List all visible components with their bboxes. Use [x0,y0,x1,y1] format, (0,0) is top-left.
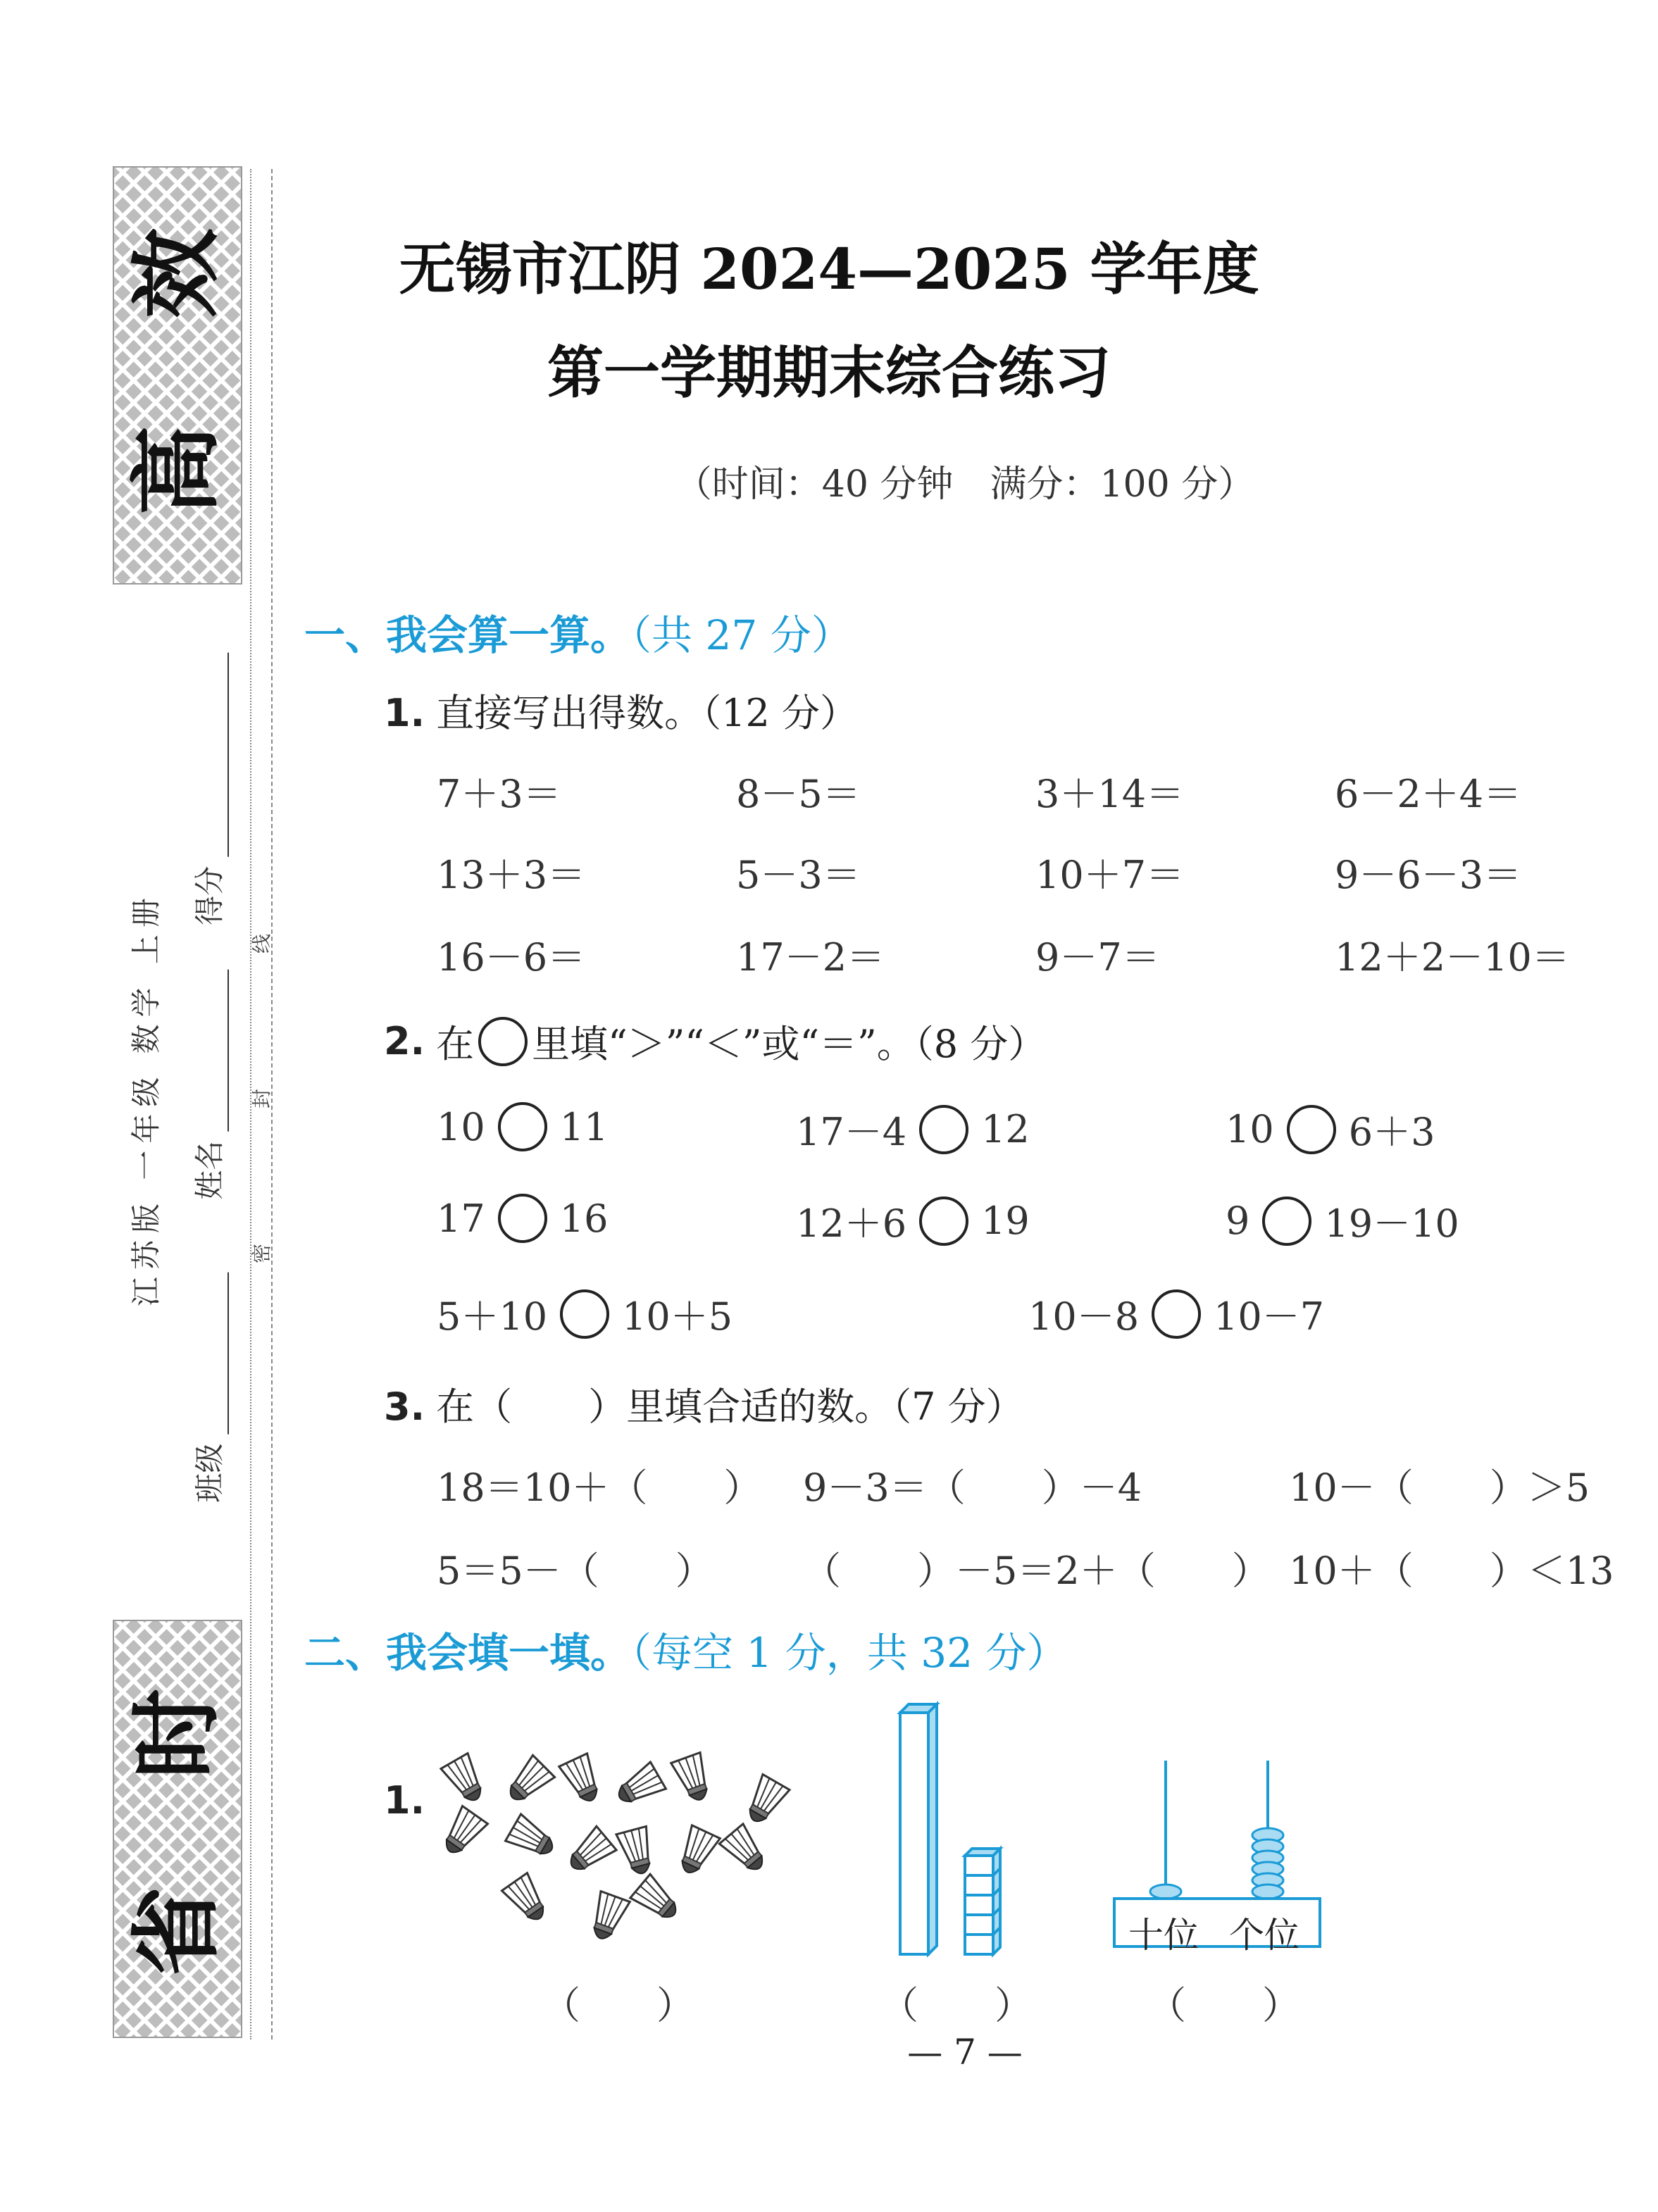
compare-left: 12＋6 [796,1201,907,1246]
s1-q3-number: 3. [384,1385,425,1429]
compare-right: 10＋5 [622,1294,733,1339]
book-info: 江苏版 一年级 数学 上册 [129,890,163,1307]
badge-bottom [113,1620,242,2038]
page-title-line1: 无锡市江阴 2024—2025 学年度 [399,236,1259,302]
compare-right: 12 [981,1107,1030,1151]
section1-points: （共 27 分） [631,611,852,659]
compare-right: 19－10 [1324,1201,1459,1246]
compare-circle[interactable] [498,1102,547,1151]
cut-mark-feng: 封 [250,1088,273,1109]
s1-q1-number: 1. [384,691,425,735]
compare-circle[interactable] [498,1194,547,1243]
calc-item[interactable]: 9－6－3＝ [1335,853,1522,897]
calc-item[interactable]: 5－3＝ [736,853,861,897]
answer-blank-abacus[interactable]: （ ） [1148,1983,1300,2027]
badge-char-shi: 时 [125,1688,230,1780]
calc-item[interactable]: 10＋7＝ [1035,853,1185,897]
shuttlecock-icon [612,1762,666,1811]
compare-item [796,1194,1030,1248]
field-class-input[interactable] [201,1272,229,1434]
field-name-input[interactable] [201,969,229,1131]
s1-q3-header [384,1377,1024,1431]
page-title-line2: 第一学期期末综合练习 [547,339,1111,406]
calc-item[interactable]: 13＋3＝ [437,853,586,897]
badge-char-sheng: 省 [125,1885,230,1977]
compare-left: 10 [1226,1107,1274,1151]
circle-icon [478,1017,528,1066]
compare-item [437,1194,608,1243]
s1-q1-header [384,683,858,737]
shuttlecock-icon [719,1824,771,1878]
s1-q2-text-post: 里填“＞”“＜”或“＝”。（8 分） [532,1022,1047,1066]
section2-heading [304,1620,1067,1679]
calc-item[interactable]: 3＋14＝ [1035,772,1185,816]
shuttlecock-icon [585,1892,630,1944]
calc-item[interactable]: 17－2＝ [736,935,885,980]
compare-left: 10 [437,1104,485,1149]
shuttlecock-icon [616,1826,658,1877]
calc-item[interactable]: 6－2＋4＝ [1335,772,1522,816]
calc-item[interactable]: 9－7＝ [1035,935,1160,980]
compare-left: 17 [437,1196,485,1241]
fill-item[interactable]: 10＋（ ）＜13 [1289,1549,1614,1593]
s1-q1-text: 直接写出得数。（12 分） [436,691,858,735]
field-name-label: 姓名 [192,1140,227,1200]
field-class-label: 班级 [192,1443,227,1503]
ten-stick [900,1713,928,1954]
section2-title: 二、我会填一填。 [304,1629,632,1677]
field-score-input[interactable] [201,652,229,856]
calc-item[interactable]: 16－6＝ [437,935,586,980]
compare-left: 5＋10 [437,1294,548,1339]
ones-bead [1252,1885,1283,1899]
field-score-label: 得分 [192,866,227,925]
shuttlecock-icon [559,1754,606,1807]
answer-blank-shuttlecocks[interactable]: （ ） [542,1983,694,2027]
tens-bead [1150,1885,1181,1899]
compare-left: 10－8 [1028,1294,1140,1339]
abacus-label-ones: 个位 [1229,1915,1299,1956]
answer-blank-blocks[interactable]: （ ） [880,1983,1033,2027]
counting-blocks [887,1697,1028,1965]
compare-right: 6＋3 [1348,1110,1435,1154]
fill-item[interactable]: 5＝5－（ ） [437,1549,713,1593]
compare-item [796,1102,1030,1156]
badge-char-gao: 高 [125,425,230,516]
compare-left: 9 [1226,1199,1250,1243]
badge-char-xiao: 效 [125,227,230,319]
compare-item [1028,1287,1324,1341]
compare-right: 10－7 [1214,1294,1325,1339]
cut-mark-xian: 线 [250,933,273,954]
fill-item[interactable]: 9－3＝（ ）－4 [803,1466,1142,1510]
compare-left: 17－4 [796,1110,907,1154]
s1-q2-number: 2. [384,1019,425,1063]
compare-right: 16 [559,1196,609,1241]
compare-item [1226,1102,1435,1156]
compare-circle[interactable] [919,1105,968,1154]
compare-circle[interactable] [1287,1105,1336,1154]
compare-circle[interactable] [1262,1196,1311,1246]
s2-q1-number-text: 1. [384,1778,425,1823]
compare-right: 19 [981,1199,1030,1243]
fill-item[interactable]: 10－（ ）＞5 [1289,1466,1590,1510]
unit-blocks [965,1849,1000,1954]
shuttlecock-icon [501,1873,552,1927]
shuttlecock-icon [630,1874,685,1926]
calc-item[interactable]: 7＋3＝ [437,772,561,816]
cut-mark-mi: 密 [250,1243,273,1264]
compare-circle[interactable] [560,1289,609,1339]
exam-meta: （时间：40 分钟 满分：100 分） [675,463,1255,506]
field-class [187,1272,229,1502]
shuttlecock-icon [673,1825,721,1879]
shuttlecock-icon [740,1775,790,1829]
fill-item[interactable]: 18＝10＋（ ） [437,1466,762,1510]
calc-item[interactable]: 8－5＝ [736,772,861,816]
field-score [187,652,229,925]
fill-item[interactable]: （ ）－5＝2＋（ ） [803,1549,1270,1593]
shuttlecock-icon [506,1814,560,1863]
shuttlecock-icon [441,1754,490,1808]
compare-circle[interactable] [919,1196,968,1246]
s1-q2-text-pre: 在 [436,1022,475,1066]
compare-item [1226,1194,1459,1248]
field-name [187,969,229,1199]
s1-q3-text: 在（ ）里填合适的数。（7 分） [436,1385,1024,1429]
page-number: — 7 — [907,2032,1023,2073]
shuttlecock-picture [423,1739,803,1965]
shuttlecock-icon [563,1826,617,1878]
compare-item [437,1287,733,1341]
compare-item [437,1102,608,1151]
calc-item[interactable]: 12＋2－10＝ [1335,935,1570,980]
section2-points: （每空 1 分，共 32 分） [631,1629,1068,1677]
section1-heading [304,602,852,661]
compare-circle[interactable] [1152,1289,1201,1339]
shuttlecock-icon [501,1755,555,1808]
s1-q2-header [384,1014,1046,1068]
shuttlecock-icon [671,1753,716,1805]
abacus-label-tens: 十位 [1128,1915,1199,1956]
section1-title: 一、我会算一算。 [304,611,632,659]
shuttlecock-icon [437,1806,487,1861]
compare-right: 11 [559,1104,609,1149]
